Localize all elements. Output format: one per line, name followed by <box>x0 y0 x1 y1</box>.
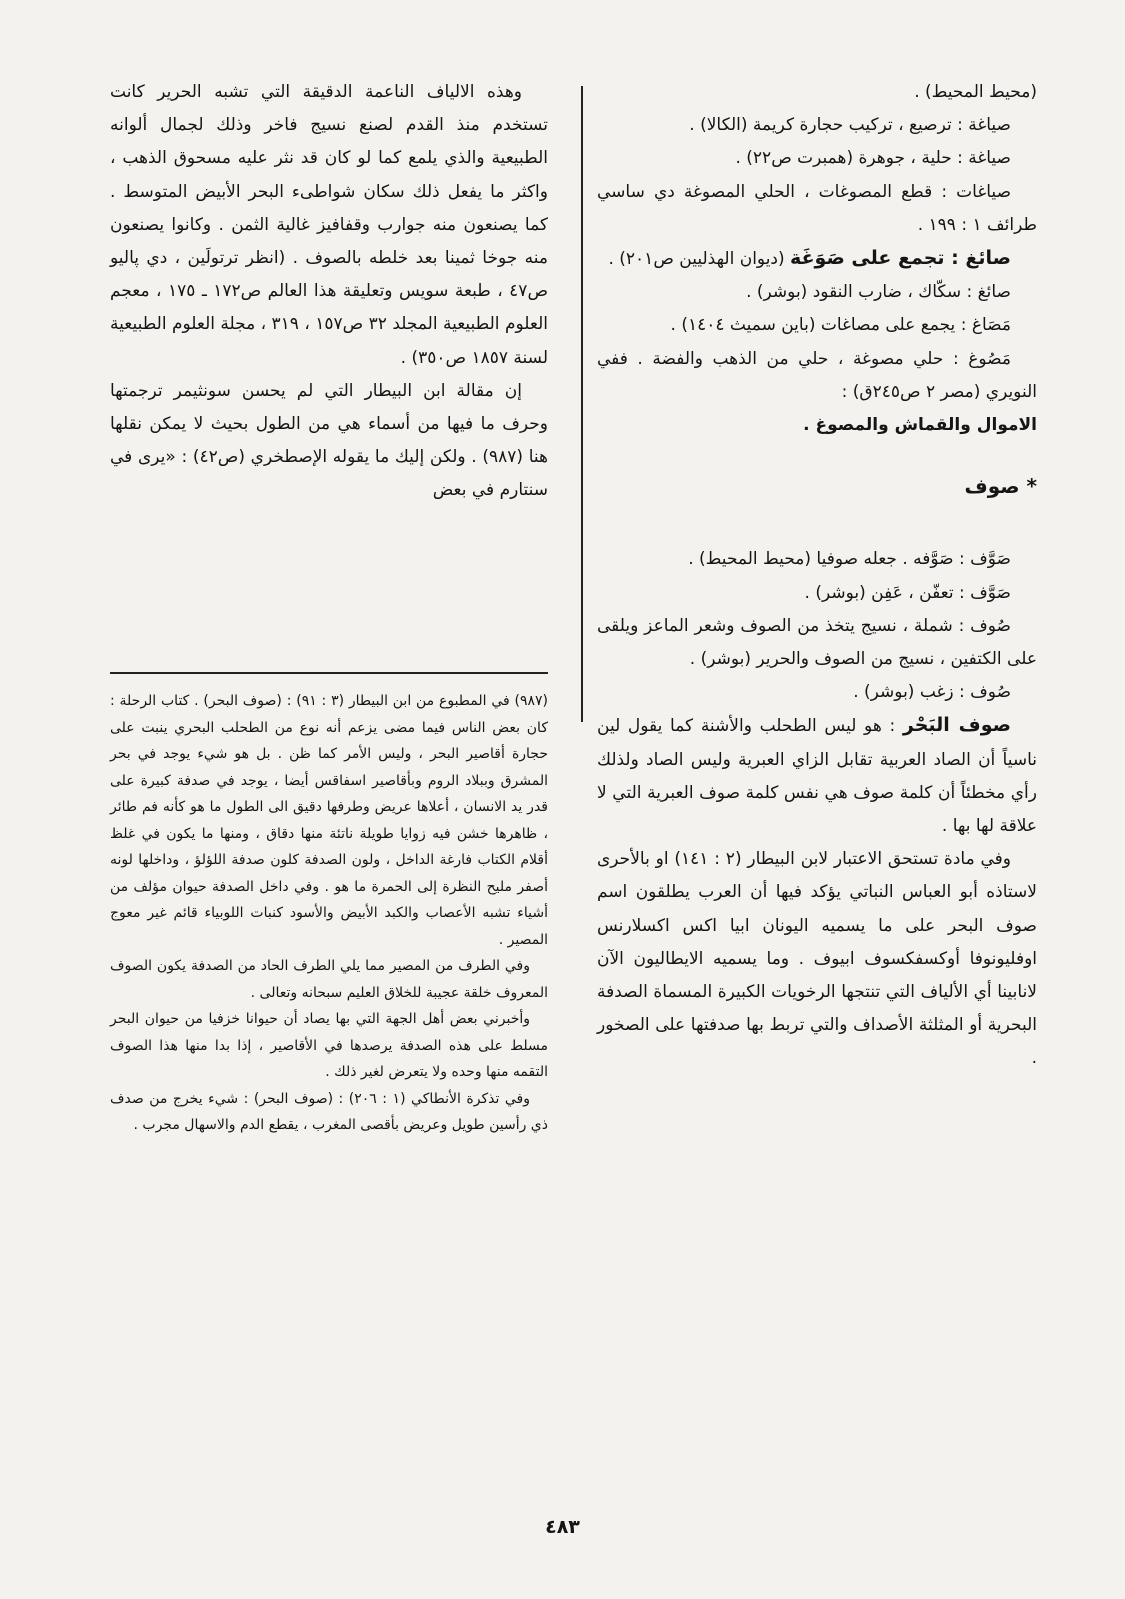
entry-text: (ديوان الهذليين ص٢٠١) . <box>608 249 791 270</box>
bold-line: الاموال والقماش والمصوغ . <box>803 415 1037 436</box>
left-column <box>110 76 548 508</box>
entry-text: : هو ليس الطحلب والأشنة كما يقول لين ناسياً أن الصاد العربية تقابل الزاي العبرية وليس الصاد ولذلك رأي مخطئاً أن كلمة صوف هي نفس كلمة صوف العبرية التي لا علاقة لها بها . <box>597 716 1037 837</box>
footnote-rule <box>110 672 548 674</box>
column-divider <box>581 86 583 722</box>
paragraph: صياغة : حلية ، جوهرة (همبرت ص٢٢) . <box>735 148 1011 169</box>
paragraph: وفي مادة تستحق الاعتبار لابن البيطار (٢ : ١٤١) او بالأحرى لاستاذه أبو العباس النباتي يؤكد فيها أن العرب يطلقون اسم صوف البحر على ما يسميه اليونان ابيا اكس اكسلارنس اوفليونوفا أوكسفكسوف ابيوف . وما يسميه الايطاليون الآن لانابينا أي الألياف التي تنتجها الرخويات الكبيرة المسماة الصدفة البحرية أو المثلثة الأصداف والتي تربط بها صدفتها على الصخور . <box>597 849 1037 1069</box>
entry-paragraph <box>597 709 1037 843</box>
paragraph: إن مقالة ابن البيطار التي لم يحسن سونثيمر ترجمتها وحرف ما فيها من أسماء هي من الطول بحيث لا يمكن نقلها هنا (٩٨٧) . ولكن إليك ما يقوله الإصطخري (ص٤٢) : «يرى في سنتارم في بعض <box>110 380 549 501</box>
entry-paragraph <box>597 242 1037 276</box>
section-heading: * صوف <box>964 474 1037 499</box>
paragraph: صَوَّف : صَوَّفه . جعله صوفيا (محيط المحيط) . <box>688 549 1011 570</box>
headword: صوف البَحْر <box>902 714 1012 737</box>
paragraph: صياغات : قطع المصوغات ، الحلي المصوغة دي ساسي طرائف ١ : ١٩٩ . <box>597 181 1037 235</box>
footnote: وأخبرني بعض أهل الجهة التي بها يصاد أن حيوانا خزفيا من حيوان البحر مسلط على هذه الصدفة يرصدها في الأقاصير ، إذا بدا منها هذا الصوف التقمه منها وحده ولا يتعرض لغير ذلك . <box>110 1011 548 1080</box>
paragraph: صياغة : ترصيع ، تركيب حجارة كريمة (الكالا) . <box>689 115 1011 136</box>
paragraph: (محيط المحيط) . <box>914 82 1037 102</box>
paragraph: وهذه الالياف الناعمة الدقيقة التي تشبه الحرير كانت تستخدم منذ القدم لصنع نسيج فاخر وذلك لجمال ألوانه الطبيعية والذي يلمع كما لو كان قد نثر عليه مسحوق الذهب ، واكثر ما يفعل ذلك سكان شواطىء البحر الأبيض المتوسط . كما يصنعون منه جوارب وقفافيز غالية الثمن . وكانوا يصنعون منه جوخا ثمينا بعد خلطه بالصوف . (انظر ترتولَين ، دي پاليو ص٤٧ ، طبعة سويس وتعليقة هذا العالم ص١٧٢ ـ ١٧٥ ، معجم العلوم الطبيعية المجلد ٣٢ ص١٥٧ ، ٣١٩ ، مجلة العلوم الطبيعية لسنة ١٨٥٧ ص٣٥٠) . <box>110 82 548 368</box>
paragraph: مَصُوغ : حلي مصوغة ، حلي من الذهب والفضة . ففي النويري (مصر ٢ ص٢٤٥ق) : <box>597 348 1037 402</box>
paragraph: صَوَّف : تعفّن ، عَفِن (بوشر) . <box>804 582 1011 603</box>
paragraph: صُوف : شملة ، نسيج يتخذ من الصوف وشعر الماعز ويلقى على الكتفين ، نسيج من الصوف والحرير (بوشر) . <box>597 615 1037 670</box>
footnote: وفي تذكرة الأنطاكي (١ : ٢٠٦) : (صوف البحر) : شيء يخرج من صدف ذي رأسين طويل وعريض بأقصى المغرب ، يقطع الدم والاسهال مجرب . <box>110 1090 548 1133</box>
footnote: (٩٨٧) في المطبوع من ابن البيطار (٣ : ٩١) : (صوف البحر) . كتاب الرحلة : كان بعض الناس فيما مضى يزعم أنه نوع من الطحلب البحري ينبت على حجارة أقاصير البحر ، وليس الأمر كما ظن . بل هو شيء يوجد في بحر المشرق وببلاد الروم وبأقاصير اسفاقس أيضا ، يوجد في صدفة كبيرة على قدر يد الانسان ، أعلاها عريض وطرفها دقيق الى الطول ما هو كأنه فم طائر ، ظاهرها خشن فيه زوايا طويلة ناتئة منها دقاق ، ومنها ما يكون في غلظ أقلام الكتاب فارغة الداخل ، ولون الصدفة كلون صدفة اللؤلؤ ، وداخلها لونه أصفر مليح النظرة إلى الحمرة ما هو . وفي داخل الصدفة حيوان مؤلف من أشياء تشبه الأعصاب والكبد الأبيض والأسود كنبات اللوبياء قائم غير معوج المصير . <box>110 693 548 948</box>
footnote: وفي الطرف من المصير مما يلي الطرف الحاد من الصدفة يكون الصوف المعروف خلقة عجيبة للخلاق العليم سبحانه وتعالى . <box>110 958 548 1001</box>
footnotes <box>110 688 548 1139</box>
headword: صائغ : تجمع على صَوَغَة <box>790 247 1011 270</box>
paragraph: مَصَاغ : يجمع على مصاغات (باين سميث ١٤٠٤) . <box>670 315 1011 336</box>
paragraph: صائغ : سكّاك ، ضارب النقود (بوشر) . <box>746 282 1011 303</box>
right-column <box>597 76 1037 1076</box>
paragraph: صُوف : زغب (بوشر) . <box>853 682 1011 703</box>
page-number: ٤٨٣ <box>545 1516 580 1538</box>
